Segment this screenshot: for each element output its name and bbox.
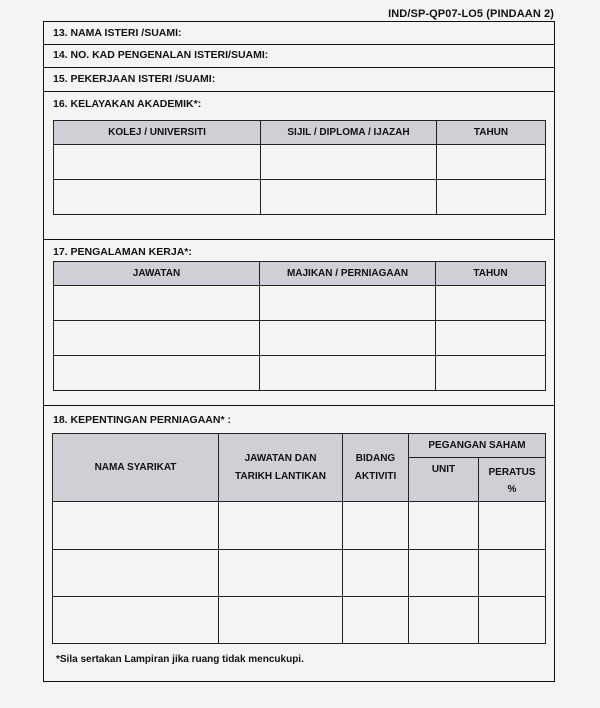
input-cell[interactable] — [409, 502, 479, 550]
input-cell[interactable] — [260, 356, 436, 391]
header-peratus — [479, 458, 546, 502]
input-cell[interactable] — [436, 321, 546, 356]
input-cell[interactable] — [54, 321, 260, 356]
field-14-spouse-ic[interactable] — [43, 45, 555, 68]
input-cell[interactable] — [479, 597, 546, 644]
input-cell[interactable] — [436, 356, 546, 391]
header-jawatan-line1: JAWATAN DAN — [244, 452, 317, 464]
header-peratus-line1: PERATUS — [488, 467, 536, 478]
field-14-label: 14. NO. KAD PENGENALAN ISTERI/SUAMI: — [53, 49, 269, 61]
section-16-title: 16. KELAYAKAN AKADEMIK*: — [53, 98, 202, 110]
field-15-spouse-occupation[interactable] — [43, 68, 555, 92]
input-cell[interactable] — [54, 145, 261, 180]
input-cell[interactable] — [343, 550, 409, 597]
header-bidang-line2: AKTIVITI — [354, 470, 397, 482]
header-jawatan-line2: TARIKH LANTIKAN — [235, 470, 326, 482]
input-cell[interactable] — [409, 550, 479, 597]
header-kolej: KOLEJ / UNIVERSITI — [54, 121, 261, 145]
input-cell[interactable] — [343, 502, 409, 550]
input-cell[interactable] — [53, 597, 219, 644]
footnote: *Sila sertakan Lampiran jika ruang tidak mencukupi. — [56, 654, 304, 665]
header-peratus-line2: % — [507, 484, 517, 495]
input-cell[interactable] — [479, 550, 546, 597]
header-tahun: TAHUN — [436, 262, 546, 286]
input-cell[interactable] — [260, 286, 436, 321]
input-cell[interactable] — [261, 145, 437, 180]
input-cell[interactable] — [260, 321, 436, 356]
section-17-title: 17. PENGALAMAN KERJA*: — [53, 246, 192, 258]
table-row — [53, 597, 546, 644]
input-cell[interactable] — [53, 550, 219, 597]
header-unit: UNIT — [409, 458, 479, 502]
input-cell[interactable] — [409, 597, 479, 644]
field-13-spouse-name[interactable] — [43, 21, 555, 45]
header-jawatan: JAWATAN — [54, 262, 260, 286]
input-cell[interactable] — [54, 356, 260, 391]
business-table — [52, 433, 546, 644]
table-row — [54, 180, 546, 215]
section-17-work-experience — [43, 240, 555, 406]
table-row — [54, 145, 546, 180]
header-sijil: SIJIL / DIPLOMA / IJAZAH — [261, 121, 437, 145]
input-cell[interactable] — [437, 145, 546, 180]
header-majikan: MAJIKAN / PERNIAGAAN — [260, 262, 436, 286]
experience-table — [53, 261, 546, 391]
input-cell[interactable] — [219, 597, 343, 644]
input-cell[interactable] — [219, 550, 343, 597]
section-18-business-interests — [43, 406, 555, 682]
field-15-label: 15. PEKERJAAN ISTERI /SUAMI: — [53, 73, 216, 85]
header-bidang-line1: BIDANG — [355, 452, 396, 464]
section-18-title: 18. KEPENTINGAN PERNIAGAAN* : — [53, 414, 231, 426]
input-cell[interactable] — [261, 180, 437, 215]
table-row — [54, 356, 546, 391]
document-code: IND/SP-QP07-LO5 (PINDAAN 2) — [388, 8, 554, 20]
header-tahun: TAHUN — [437, 121, 546, 145]
input-cell[interactable] — [437, 180, 546, 215]
section-16-academic — [43, 92, 555, 240]
input-cell[interactable] — [54, 286, 260, 321]
input-cell[interactable] — [54, 180, 261, 215]
table-row — [54, 286, 546, 321]
input-cell[interactable] — [219, 502, 343, 550]
input-cell[interactable] — [53, 502, 219, 550]
table-row — [54, 321, 546, 356]
header-bidang-aktiviti — [343, 434, 409, 502]
input-cell[interactable] — [343, 597, 409, 644]
field-13-label: 13. NAMA ISTERI /SUAMI: — [53, 27, 182, 39]
table-row — [53, 502, 546, 550]
input-cell[interactable] — [479, 502, 546, 550]
input-cell[interactable] — [436, 286, 546, 321]
header-pegangan-saham: PEGANGAN SAHAM — [409, 434, 546, 458]
table-row — [53, 550, 546, 597]
academic-table — [53, 120, 546, 215]
header-nama-syarikat: NAMA SYARIKAT — [53, 434, 219, 502]
header-jawatan-tarikh — [219, 434, 343, 502]
